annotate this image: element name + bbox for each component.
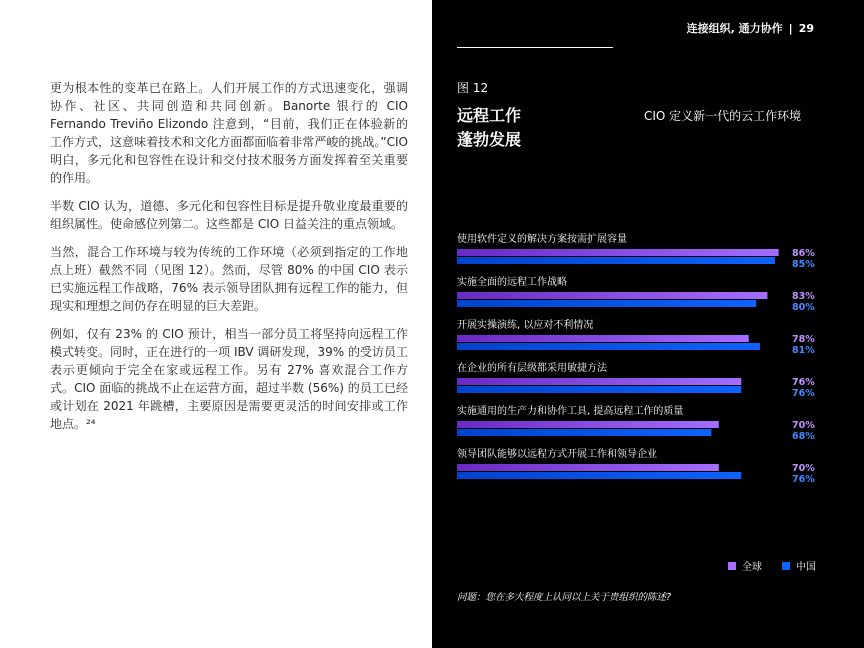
data-label: 83% (792, 291, 815, 302)
data-label: 68% (792, 431, 815, 442)
data-label: 76% (792, 474, 815, 485)
bar-global (457, 249, 779, 256)
figure-title-line: 蓬勃发展 (457, 130, 522, 149)
data-label: 80% (792, 302, 815, 313)
data-label: 81% (792, 345, 815, 356)
data-label: 70% (792, 463, 815, 474)
header-divider: | (788, 22, 793, 35)
paragraph: 例如，仅有 23% 的 CIO 预计，相当一部分员工将坚持向远程工作模式转变。同时，正在进行的一项 IBV 调研发现，39% 的受访员工表示更倾向于完全在家或远程工作。另有 27% 喜欢混合工作方式。CIO 面临的挑战不止在运营方面，超过半数 (56%) 的员工已经或计划在 2021 年跳槽，主要原因是需要更灵活的时间安排或工作地点。²⁴ (50, 327, 408, 431)
category-label: 实施全面的远程工作战略 (457, 277, 567, 288)
paragraph: 更为根本性的变革已在路上。人们开展工作的方式迅速变化，强调协作、社区、共同创造和共同创新。Banorte 银行的 CIO Fernando Treviño Elizondo 注意到，“目前，我们正在体验新的工作方式，这意味着技术和文化方面都面临着非常严峻的挑战。”CIO 明白，多元化和包容性在设计和交付技术服务方面发挥着至关重要的作用。 (50, 81, 408, 185)
legend-item-global (728, 558, 762, 573)
bar-china (457, 386, 741, 393)
bar-china (457, 300, 756, 307)
data-label: 78% (792, 334, 815, 345)
category-label: 领导团队能够以远程方式开展工作和领导企业 (457, 449, 657, 460)
bar-global (457, 378, 741, 385)
section-title: 连接组织, 通力协作 (686, 22, 783, 35)
data-label: 70% (792, 420, 815, 431)
page-number: 29 (798, 22, 814, 35)
figure-title-line: 远程工作 (457, 106, 522, 125)
bar-china (457, 257, 775, 264)
data-label: 76% (792, 388, 815, 399)
bar-china (457, 343, 760, 350)
legend-swatch (782, 562, 790, 570)
bar-global (457, 464, 719, 471)
category-label: 开展实操演练, 以应对不利情况 (457, 320, 594, 331)
bar-global (457, 421, 719, 428)
legend-label: 全球 (742, 562, 762, 573)
data-label: 86% (792, 248, 815, 259)
chart-legend (728, 558, 830, 573)
category-label: 实施通用的生产力和协作工具, 提高远程工作的质量 (457, 406, 684, 417)
category-label: 在企业的所有层级都采用敏捷方法 (457, 363, 607, 374)
figure-panel (432, 0, 864, 648)
legend-label: 中国 (796, 562, 816, 573)
data-label: 85% (792, 259, 815, 270)
data-label: 76% (792, 377, 815, 388)
body-text (50, 79, 408, 443)
legend-item-china (782, 558, 816, 573)
category-label: 使用软件定义的解决方案按需扩展容量 (457, 234, 627, 245)
bar-global (457, 292, 767, 299)
paragraph: 当然，混合工作环境与较为传统的工作环境（必须到指定的工作地点上班）截然不同（见图 12）。然而，尽管 80% 的中国 CIO 表示已实施远程工作战略，76% 表示领导团队拥有远程工作的能力，但现实和理想之间仍存在明显的巨大差距。 (50, 245, 408, 313)
paragraph: 半数 CIO 认为，道德、多元化和包容性目标是提升敬业度最重要的组织属性。使命感位列第二。这些都是 CIO 日益关注的重点领域。 (50, 199, 408, 231)
survey-question: 问题：您在多大程度上认同以上关于贵组织的陈述? (457, 592, 672, 603)
figure-label: 图 12 (457, 81, 489, 95)
figure-subtitle: CIO 定义新一代的云工作环境 (644, 109, 802, 123)
bar-china (457, 472, 741, 479)
bar-chart (432, 0, 864, 648)
legend-swatch (728, 562, 736, 570)
bar-china (457, 429, 711, 436)
bar-global (457, 335, 749, 342)
